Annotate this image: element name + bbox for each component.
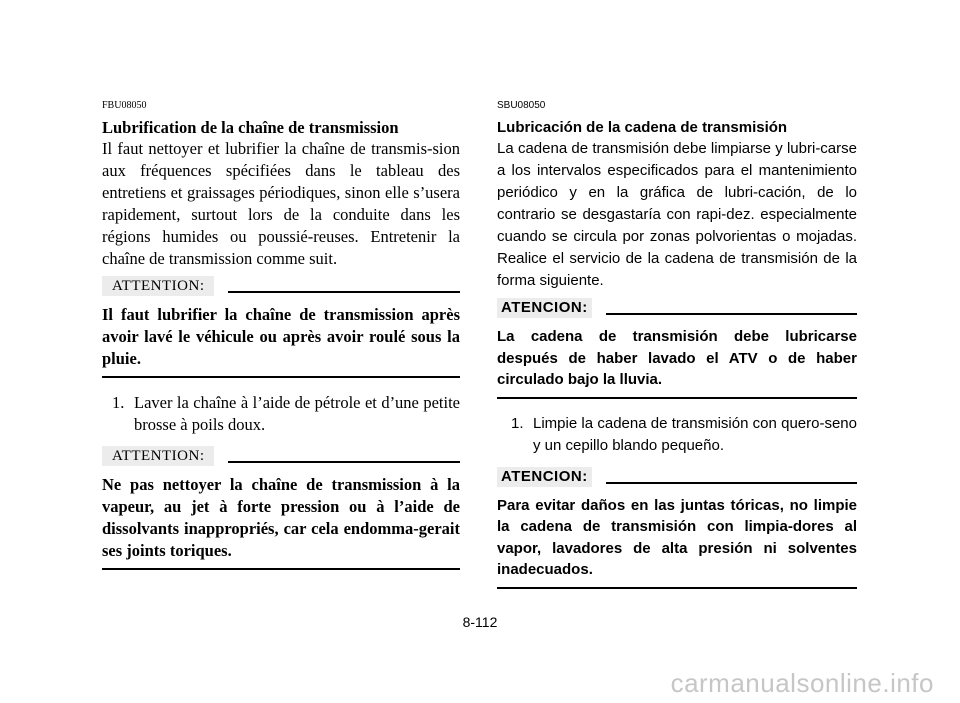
attention-rule [228, 279, 460, 293]
attention-rule [606, 301, 857, 315]
intro-paragraph: Il faut nettoyer et lubrifier la chaîne de transmis-sion aux fréquences spécifiées dans le tableau des entretiens et graissages périodiques, sinon elle s’usera rapidement, surtout lors de la conduite dans les régions humides ou poussié-reuses. Entretenir la chaîne de transmission comme suit. [102, 139, 460, 268]
attention-rule [606, 470, 857, 484]
step-text: Limpie la cadena de transmisión con quero-seno y un cepillo blando pequeño. [533, 414, 857, 454]
french-column [102, 100, 460, 570]
step-item [497, 413, 857, 457]
page-number: 8-112 [462, 614, 498, 630]
attention-text: Para evitar daños en las juntas tóricas, no limpie la cadena de transmisión con limpia-dores al vapor, lavadores de alta presión ni solventes inadecuados. [497, 489, 857, 589]
attention-rule [228, 449, 460, 463]
attention-header [497, 465, 857, 489]
attention-text: La cadena de transmisión debe lubricarse después de haber lavado el ATV o de haber circulado bajo la lluvia. [497, 320, 857, 399]
attention-header [102, 444, 460, 468]
section-code: SBU08050 [497, 100, 546, 111]
section-title: Lubricación de la cadena de transmisión [497, 119, 788, 136]
step-number: 1. [112, 393, 125, 412]
step-item [102, 392, 460, 436]
attention-text: Il faut lubrifier la chaîne de transmission après avoir lavé le véhicule ou après avoir roulé sous la pluie. [102, 298, 460, 378]
step-text: Laver la chaîne à l’aide de pétrole et d’une petite brosse à poils doux. [134, 393, 460, 434]
watermark: carmanualsonline.info [670, 668, 934, 698]
attention-label: ATENCION: [497, 298, 592, 318]
section-title: Lubrification de la chaîne de transmission [102, 118, 399, 137]
attention-label: ATTENTION: [102, 276, 214, 296]
section-code: FBU08050 [102, 100, 147, 111]
spanish-column [497, 100, 857, 589]
attention-header [497, 296, 857, 320]
attention-header [102, 274, 460, 298]
attention-label: ATENCION: [497, 467, 592, 487]
attention-label: ATTENTION: [102, 446, 214, 466]
intro-paragraph: La cadena de transmisión debe limpiarse y lubri-carse a los intervalos especificados para el mantenimiento periódico y en la gráfica de lubri-cación, de lo contrario se desgastaría con rapi-dez. especialmente cuando se circula por zonas polvorientas o mojadas. Realice el servicio de la cadena de transmisión de la forma siguiente. [497, 140, 857, 289]
step-number: 1. [511, 414, 524, 432]
attention-text: Ne pas nettoyer la chaîne de transmission à la vapeur, au jet à forte pression ou à l’aide de dissolvants inappropriés, car cela endomma-gerait ses joints toriques. [102, 468, 460, 570]
